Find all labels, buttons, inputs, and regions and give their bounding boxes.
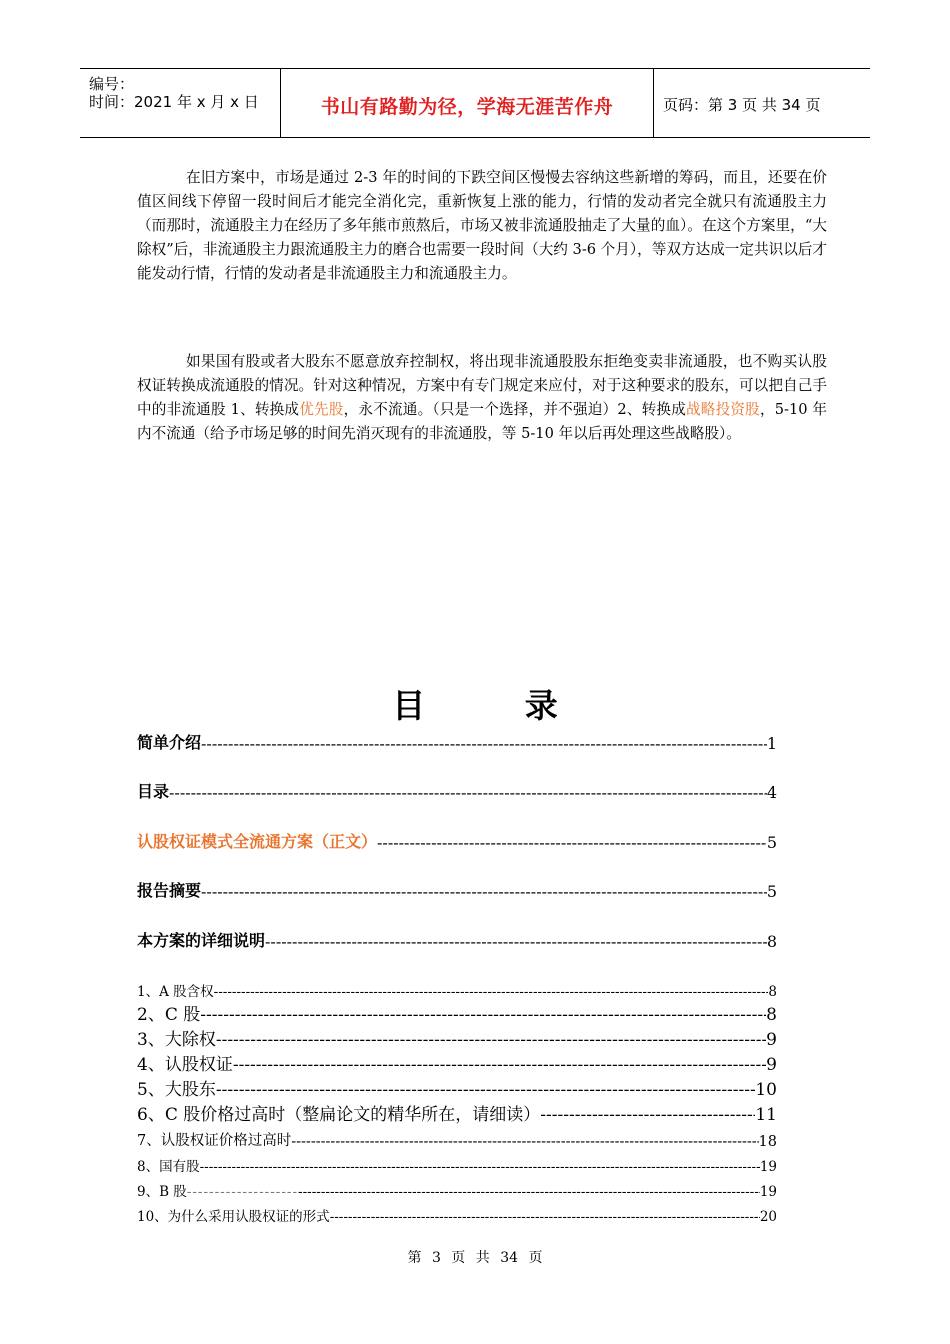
toc-entry-label: 本方案的详细说明 (137, 931, 266, 950)
toc-entry-label: 目录 (137, 782, 170, 801)
toc-entry-label: 10、为什么采用认股权证的形式 (137, 1209, 330, 1225)
toc-entry-page: 9 (766, 1055, 777, 1075)
toc-entry-page: 18 (758, 1134, 777, 1150)
page-header (80, 68, 870, 138)
toc-entry[interactable] (137, 776, 777, 802)
toc-leader (216, 1080, 756, 1100)
header-number-label: 编号： (89, 75, 135, 93)
page-footer: 第 3 页 共 34 页 (407, 1250, 543, 1266)
toc-entry-page: 8 (768, 984, 777, 1000)
toc-entry-page: 8 (766, 1005, 777, 1025)
toc-entry[interactable] (137, 1149, 777, 1175)
toc-leader (201, 734, 767, 753)
header-center-cell (281, 69, 654, 137)
toc-entry[interactable] (137, 727, 777, 753)
toc-entry-page: 1 (766, 734, 777, 753)
toc-entry-label: 4、认股权证 (137, 1055, 233, 1075)
toc-leader (265, 932, 767, 951)
toc-entry-label: 9、B 股 (137, 1184, 187, 1200)
header-time-label: 时间：2021 年 x 月 x 日 (89, 93, 259, 111)
toc-leader (201, 882, 767, 901)
toc-entry[interactable] (137, 826, 777, 852)
toc-entry[interactable] (137, 974, 777, 1000)
paragraph-2-text-b: ，永不流通。（只是一个选择，并不强迫）2、转换成 (343, 401, 686, 418)
paragraph-2-text-a: 如果国有股或者大股东不愿意放弃控制权，将出现非流通股股东拒绝变卖非流通股，也不购买认股权证转换成流通股的情况。针对这种情况，方案中有专门规定来应付，对于这种要求的股东，可以把自己手中的非流通股 1、转换成 (137, 353, 827, 418)
toc-entry[interactable] (137, 925, 777, 951)
strategic-stock-link[interactable]: 战略投资股 (685, 401, 760, 418)
toc-leader (298, 1184, 760, 1200)
toc-entry-page: 20 (759, 1209, 777, 1225)
toc-entry-label: 报告摘要 (137, 881, 202, 900)
toc-entry-page: 5 (766, 833, 777, 852)
toc-entry-label: 6、C 股价格过高时（整扁论文的精华所在，请细读）- (137, 1105, 546, 1125)
toc-leader (216, 1030, 766, 1050)
body-paragraph-2 (137, 350, 827, 446)
toc-leader (214, 984, 769, 1000)
toc-leader (200, 1159, 760, 1175)
toc-entry[interactable] (137, 1199, 777, 1225)
header-motto: 书山有路勤为径，学海无涯苦作舟 (320, 96, 614, 118)
toc-entry[interactable] (137, 1024, 777, 1050)
paragraph-2-text-c: ，5-10 年内不流通（给予市场足够的时间先消灭现有的非流通股，等 5-10 年以后再处理这些战略股）。 (137, 401, 827, 442)
toc-leader (330, 1209, 760, 1225)
toc-entry-label: 2、C 股 (137, 1005, 201, 1025)
toc-entry[interactable] (137, 999, 777, 1025)
toc-entry-page: 19 (759, 1159, 777, 1175)
toc-leader (377, 833, 767, 852)
toc-entry[interactable] (137, 1174, 777, 1200)
toc-entry-label: 5、大股东 (137, 1080, 216, 1100)
toc-entry-label: 3、大除权 (137, 1030, 216, 1050)
toc-entry-page: 11 (755, 1105, 777, 1125)
toc-entry-page: 8 (766, 932, 777, 951)
toc-leader (546, 1105, 755, 1125)
toc-entry[interactable] (137, 1099, 777, 1125)
header-right-cell (654, 69, 870, 137)
toc-title: 目 录 (392, 686, 602, 725)
toc-entry-label: 简单介绍 (137, 733, 202, 752)
toc-entry-page: 5 (766, 882, 777, 901)
toc-leader (200, 1005, 766, 1025)
toc-entry[interactable] (137, 1049, 777, 1075)
toc-entry-page: 4 (766, 783, 777, 802)
toc-entry-page: 19 (759, 1184, 777, 1200)
toc-entry[interactable] (137, 1124, 777, 1150)
toc-entry-page: 10 (755, 1080, 777, 1100)
toc-leader (291, 1134, 758, 1150)
toc-entry-label: 认股权证模式全流通方案（正文） (137, 832, 378, 851)
toc-entry-page: 9 (766, 1030, 777, 1050)
body-paragraph-1: 在旧方案中，市场是通过 2-3 年的时间的下跌空间区慢慢去容纳这些新增的筹码，而且，还要在价值区间线下停留一段时间后才能完全消化完，重新恢复上涨的能力，行情的发动者完全就只有流通股主力（而那时，流通股主力在经历了多年熊市煎熬后，市场又被非流通股抽走了大量的血）。在这个方案里，“大除权”后，非流通股主力跟流通股主力的磨合也需要一段时间（大约 3-6 个月），等双方达成一定共识以后才能发动行情，行情的发动者是非流通股主力和流通股主力。 (137, 169, 827, 282)
preferred-stock-link[interactable]: 优先股 (299, 401, 344, 418)
toc-entry-label: 7、认股权证价格过高时 (137, 1133, 292, 1149)
toc-leader (233, 1055, 766, 1075)
header-page-info: 页码：第 3 页 共 34 页 (663, 96, 821, 114)
toc-entry[interactable] (137, 1074, 777, 1100)
toc-entry-label: 8、国有股 (137, 1159, 200, 1175)
toc-entry[interactable] (137, 875, 777, 901)
toc-leader (169, 783, 767, 802)
header-left-cell (80, 69, 281, 137)
toc-entry-label: 1、A 股含权 (137, 984, 214, 1000)
toc-entry-extra: -------------------- (186, 1184, 299, 1200)
